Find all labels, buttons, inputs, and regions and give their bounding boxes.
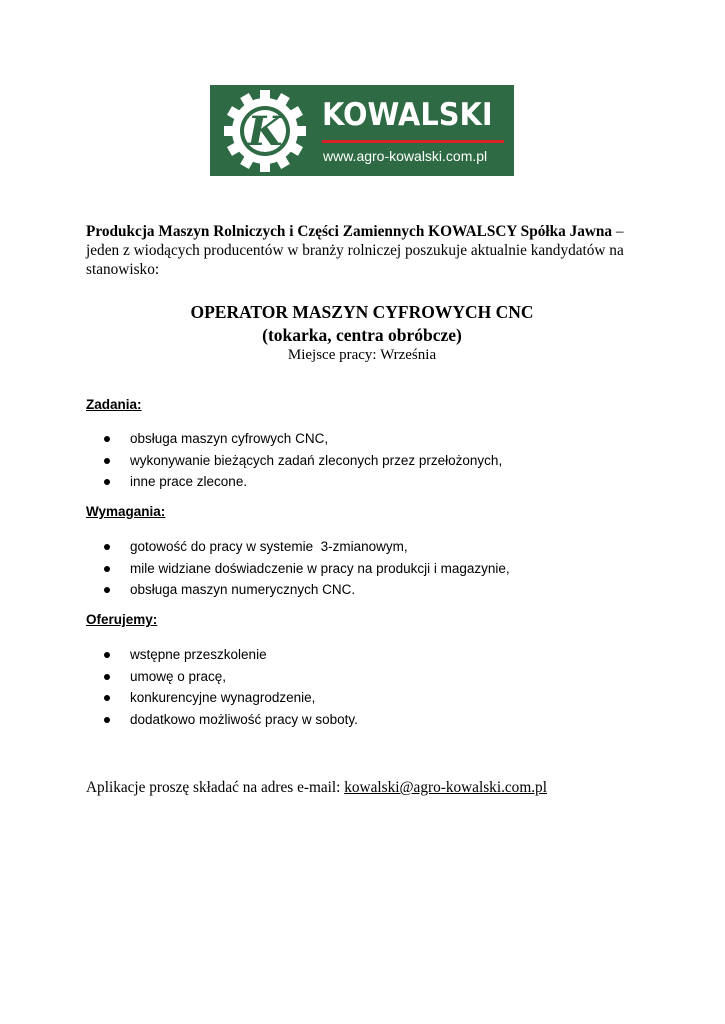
list-item-text: inne prace zlecone. [130, 474, 248, 489]
list-wymagania [104, 536, 510, 601]
list-item [104, 709, 358, 731]
email-link[interactable]: kowalski@agro-kowalski.com.pl [344, 779, 547, 796]
intro-text: – jeden z wiodących producentów w branży rolniczej poszukuje aktualnie kandydatów na stanowisko: [86, 223, 624, 278]
list-item-text: konkurencyjne wynagrodzenie, [130, 690, 316, 705]
intro-paragraph [86, 222, 646, 279]
list-item-text: wykonywanie bieżących zadań zleconych przez przełożonych, [130, 452, 503, 468]
company-name: Produkcja Maszyn Rolniczych i Części Zamiennych KOWALSCY Spółka Jawna [86, 223, 613, 240]
list-oferujemy [104, 644, 358, 730]
emblem-letter: K [247, 108, 283, 155]
job-location: Miejsce pracy: Września [287, 347, 437, 363]
section-heading-wymagania: Wymagania: [86, 504, 166, 519]
section-heading-oferujemy: Oferujemy: [86, 612, 158, 627]
list-item [104, 536, 510, 558]
brand-url: www.agro-kowalski.com.pl [323, 148, 488, 164]
bullet-icon [104, 674, 110, 680]
job-title: OPERATOR MASZYN CYFROWYCH CNC [190, 302, 534, 322]
section-heading-zadania: Zadania: [86, 397, 142, 412]
bullet-icon [104, 479, 110, 485]
list-item-text: obsługa maszyn numerycznych CNC. [130, 582, 356, 597]
job-subtitle: (tokarka, centra obróbcze) [262, 325, 462, 345]
list-item [104, 428, 502, 450]
bullet-icon [104, 436, 110, 442]
list-item [104, 579, 510, 601]
contact-line [86, 778, 547, 797]
gear-emblem-icon [210, 85, 320, 176]
bullet-icon [104, 587, 110, 593]
list-item-text: mile widziane doświadczenie w pracy na produkcji i magazynie, [130, 560, 510, 576]
bullet-icon [104, 544, 110, 550]
bullet-icon [104, 458, 110, 464]
list-item-text: wstępne przeszkolenie [130, 647, 267, 662]
bullet-icon [104, 566, 110, 572]
list-item-text: obsługa maszyn cyfrowych CNC, [130, 431, 329, 446]
list-item [104, 644, 358, 666]
bullet-icon [104, 652, 110, 658]
list-item-text: umowę o pracę, [130, 668, 227, 684]
brand-underline [322, 140, 504, 143]
company-logo [210, 85, 514, 176]
list-zadania [104, 428, 502, 493]
list-item [104, 450, 502, 472]
contact-label: Aplikacje proszę składać na adres e-mail: [86, 779, 345, 796]
list-item [104, 687, 358, 709]
bullet-icon [104, 717, 110, 723]
list-item [104, 666, 358, 688]
brand-name: KOWALSKI [322, 97, 493, 133]
list-item-text: gotowość do pracy w systemie 3-zmianowym, [130, 539, 408, 554]
list-item-text: dodatkowo możliwość pracy w soboty. [130, 711, 358, 727]
list-item [104, 471, 502, 493]
list-item [104, 558, 510, 580]
bullet-icon [104, 695, 110, 701]
